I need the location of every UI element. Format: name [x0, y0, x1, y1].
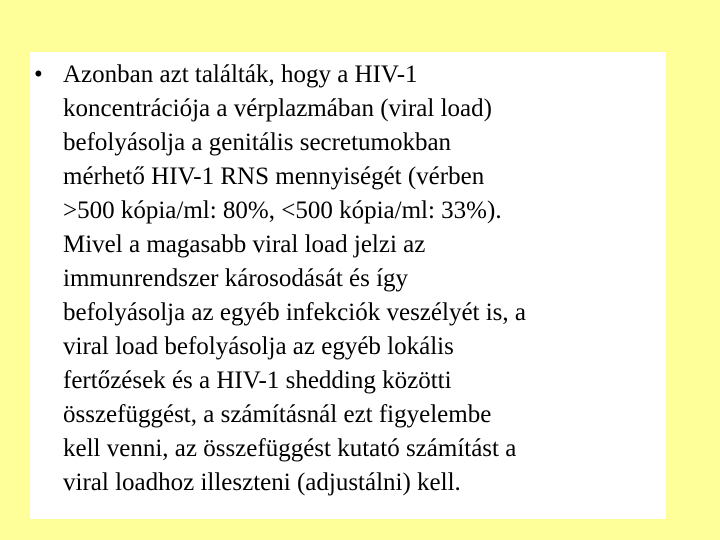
bullet-paragraph: Azonban azt találták, hogy a HIV-1 koncentrációja a vérplazmában (viral load) befolyásolja a genitális secretumokban mérhető HIV-1 RNS mennyiségét (vérben >500 kópia/ml: 80%, <500 kópia/ml: 33%). Mivel a magasabb viral load jelzi az immunrendszer károsodását és így befolyásolja az egyéb infekciók veszélyét is, a viral load befolyásolja az egyéb lokális fertőzések és a HIV-1 shedding közötti összefüggést, a számításnál ezt figyelembe kell venni, az összefüggést kutató számítást a viral loadhoz illeszteni (adjustálni) kell. — [63, 61, 527, 496]
bullet-marker: • — [34, 61, 43, 88]
